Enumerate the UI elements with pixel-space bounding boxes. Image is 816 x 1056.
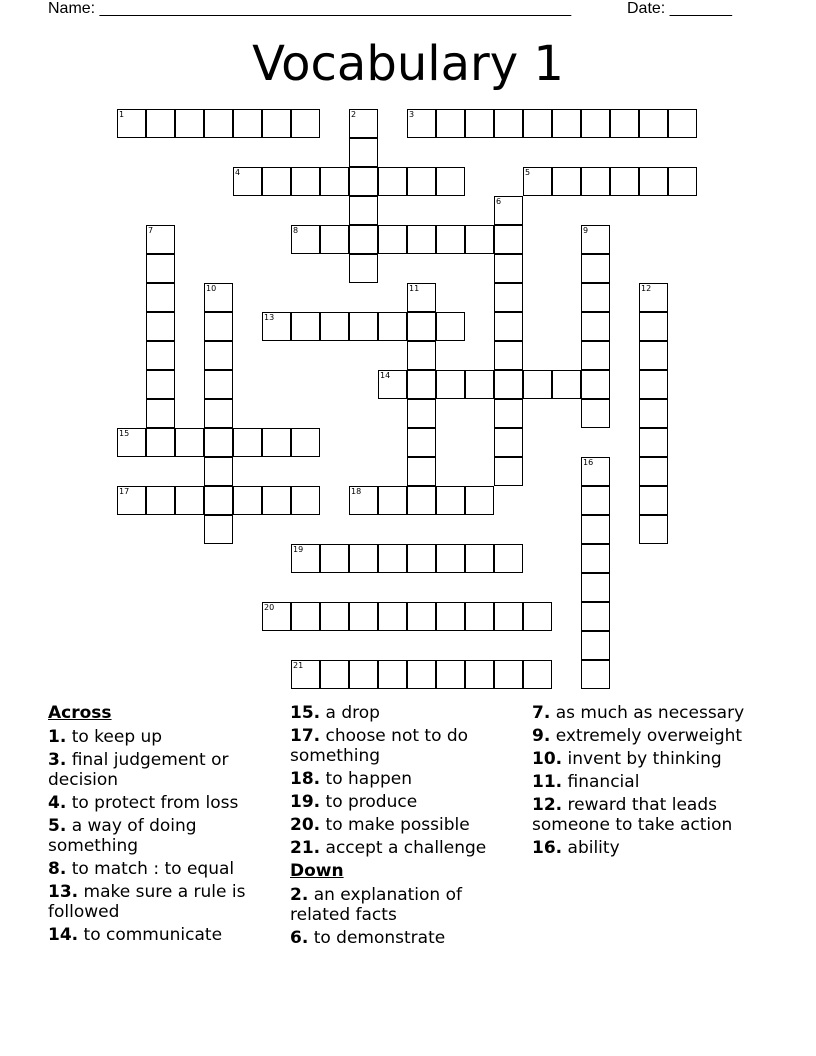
grid-cell[interactable] [146, 109, 175, 138]
grid-cell[interactable] [581, 544, 610, 573]
clue-number: 5 [525, 168, 531, 177]
grid-cell[interactable] [523, 660, 552, 689]
grid-cell[interactable] [407, 660, 436, 689]
grid-cell[interactable] [233, 428, 262, 457]
grid-cell[interactable] [407, 341, 436, 370]
grid-cell[interactable] [494, 660, 523, 689]
grid-cell[interactable] [581, 457, 610, 486]
grid-cell[interactable] [349, 544, 378, 573]
grid-cell[interactable] [146, 312, 175, 341]
grid-cell[interactable] [407, 428, 436, 457]
grid-cell[interactable] [407, 167, 436, 196]
clue-number: 6 [496, 197, 502, 206]
clue-number: 9 [583, 226, 589, 235]
clue-down: 16. ability [532, 838, 620, 858]
grid-cell[interactable] [204, 312, 233, 341]
grid-cell[interactable] [378, 312, 407, 341]
grid-cell[interactable] [494, 370, 523, 399]
grid-cell[interactable] [668, 109, 697, 138]
grid-cell[interactable] [494, 312, 523, 341]
grid-cell[interactable] [146, 428, 175, 457]
clue-down: 12. reward that leads someone to take action [532, 795, 733, 835]
grid-cell[interactable] [639, 486, 668, 515]
grid-cell[interactable] [146, 283, 175, 312]
clue-down: 6. to demonstrate [290, 928, 446, 948]
clue-number: 7 [148, 226, 154, 235]
clue-number: 4 [235, 168, 241, 177]
grid-cell[interactable] [407, 602, 436, 631]
grid-cell[interactable] [436, 660, 465, 689]
clue-number: 20 [264, 603, 275, 612]
grid-cell[interactable] [378, 225, 407, 254]
grid-cell[interactable] [639, 370, 668, 399]
grid-cell[interactable] [523, 370, 552, 399]
grid-cell[interactable] [465, 486, 494, 515]
grid-cell[interactable] [204, 428, 233, 457]
grid-cell[interactable] [349, 312, 378, 341]
grid-cell[interactable] [581, 515, 610, 544]
page-title: Vocabulary 1 [252, 36, 564, 92]
grid-cell[interactable] [610, 109, 639, 138]
name-field: Name: _____________________________________________________ [48, 0, 572, 17]
clue-across: 14. to communicate [48, 925, 223, 945]
grid-cell[interactable] [378, 660, 407, 689]
grid-cell[interactable] [204, 486, 233, 515]
grid-cell[interactable] [233, 109, 262, 138]
grid-cell[interactable] [262, 602, 291, 631]
grid-cell[interactable] [465, 660, 494, 689]
clue-down: 11. financial [532, 772, 640, 792]
grid-cell[interactable] [291, 167, 320, 196]
grid-cell[interactable] [581, 109, 610, 138]
clue-number: 18 [351, 487, 362, 496]
grid-cell[interactable] [523, 602, 552, 631]
clue-number: 1 [119, 110, 125, 119]
grid-cell[interactable] [349, 254, 378, 283]
clue-across: 17. choose not to do something [290, 726, 469, 766]
grid-cell[interactable] [291, 428, 320, 457]
grid-cell[interactable] [436, 225, 465, 254]
grid-cell[interactable] [581, 602, 610, 631]
grid-cell[interactable] [639, 283, 668, 312]
clue-across: 20. to make possible [290, 815, 470, 835]
grid-cell[interactable] [262, 167, 291, 196]
clue-number: 10 [206, 284, 217, 293]
grid-cell[interactable] [494, 544, 523, 573]
grid-cell[interactable] [610, 167, 639, 196]
grid-cell[interactable] [320, 225, 349, 254]
grid-cell[interactable] [378, 544, 407, 573]
clue-across: 19. to produce [290, 792, 418, 812]
grid-cell[interactable] [349, 167, 378, 196]
clue-number: 12 [641, 284, 652, 293]
grid-cell[interactable] [233, 167, 262, 196]
clue-number: 11 [409, 284, 420, 293]
grid-cell[interactable] [581, 283, 610, 312]
grid-cell[interactable] [291, 602, 320, 631]
grid-cell[interactable] [581, 486, 610, 515]
grid-cell[interactable] [349, 660, 378, 689]
clue-across: 4. to protect from loss [48, 793, 239, 813]
clue-number: 3 [409, 110, 415, 119]
grid-cell[interactable] [407, 109, 436, 138]
clues-column-1 [48, 703, 273, 948]
grid-cell[interactable] [581, 573, 610, 602]
grid-cell[interactable] [349, 138, 378, 167]
grid-cell[interactable] [146, 399, 175, 428]
grid-cell[interactable] [465, 109, 494, 138]
grid-cell[interactable] [146, 225, 175, 254]
grid-cell[interactable] [407, 457, 436, 486]
clue-down: 2. an explanation of related facts [290, 885, 462, 925]
grid-cell[interactable] [378, 370, 407, 399]
grid-cell[interactable] [204, 515, 233, 544]
grid-cell[interactable] [320, 602, 349, 631]
grid-cell[interactable] [465, 370, 494, 399]
grid-cell[interactable] [494, 457, 523, 486]
clue-across: 13. make sure a rule is followed [48, 882, 246, 922]
grid-cell[interactable] [552, 370, 581, 399]
clue-across: 1. to keep up [48, 727, 163, 747]
clue-down: 10. invent by thinking [532, 749, 722, 769]
grid-cell[interactable] [146, 341, 175, 370]
grid-cell[interactable] [378, 167, 407, 196]
grid-cell[interactable] [407, 486, 436, 515]
clue-number: 13 [264, 313, 275, 322]
clue-number: 17 [119, 487, 130, 496]
grid-cell[interactable] [320, 312, 349, 341]
grid-cell[interactable] [668, 167, 697, 196]
grid-cell[interactable] [639, 312, 668, 341]
grid-cell[interactable] [639, 167, 668, 196]
grid-cell[interactable] [146, 370, 175, 399]
across-heading: Across [48, 703, 112, 723]
clue-number: 19 [293, 545, 304, 554]
grid-cell[interactable] [320, 167, 349, 196]
grid-cell[interactable] [552, 167, 581, 196]
grid-cell[interactable] [407, 283, 436, 312]
clue-number: 8 [293, 226, 299, 235]
grid-cell[interactable] [465, 544, 494, 573]
grid-cell[interactable] [639, 428, 668, 457]
grid-cell[interactable] [552, 109, 581, 138]
grid-cell[interactable] [262, 109, 291, 138]
grid-cell[interactable] [581, 312, 610, 341]
grid-cell[interactable] [175, 486, 204, 515]
grid-cell[interactable] [465, 225, 494, 254]
grid-cell[interactable] [436, 370, 465, 399]
grid-cell[interactable] [494, 341, 523, 370]
grid-cell[interactable] [291, 109, 320, 138]
grid-cell[interactable] [639, 399, 668, 428]
grid-cell[interactable] [291, 225, 320, 254]
clue-number: 15 [119, 429, 130, 438]
grid-cell[interactable] [639, 109, 668, 138]
grid-cell[interactable] [639, 341, 668, 370]
grid-cell[interactable] [175, 109, 204, 138]
grid-cell[interactable] [146, 486, 175, 515]
grid-cell[interactable] [494, 283, 523, 312]
grid-cell[interactable] [523, 167, 552, 196]
down-heading: Down [290, 861, 344, 881]
grid-cell[interactable] [349, 225, 378, 254]
clue-down: 7. as much as necessary [532, 703, 745, 723]
grid-cell[interactable] [117, 486, 146, 515]
grid-cell[interactable] [320, 544, 349, 573]
grid-cell[interactable] [494, 196, 523, 225]
grid-cell[interactable] [291, 312, 320, 341]
clue-down: 9. extremely overweight [532, 726, 743, 746]
grid-cell[interactable] [581, 399, 610, 428]
date-field: Date: _______ [627, 0, 732, 17]
grid-cell[interactable] [204, 399, 233, 428]
clue-number: 21 [293, 661, 304, 670]
grid-cell[interactable] [581, 660, 610, 689]
grid-cell[interactable] [639, 457, 668, 486]
grid-cell[interactable] [117, 109, 146, 138]
grid-cell[interactable] [581, 254, 610, 283]
grid-cell[interactable] [349, 602, 378, 631]
clue-across: 18. to happen [290, 769, 413, 789]
grid-cell[interactable] [436, 109, 465, 138]
clues-column-2 [290, 703, 515, 951]
grid-cell[interactable] [349, 109, 378, 138]
grid-cell[interactable] [494, 254, 523, 283]
grid-cell[interactable] [291, 660, 320, 689]
grid-cell[interactable] [291, 486, 320, 515]
grid-cell[interactable] [204, 109, 233, 138]
grid-cell[interactable] [146, 254, 175, 283]
grid-cell[interactable] [291, 544, 320, 573]
grid-cell[interactable] [436, 167, 465, 196]
grid-cell[interactable] [581, 631, 610, 660]
grid-cell[interactable] [349, 486, 378, 515]
clues-column-3 [532, 703, 772, 861]
clue-number: 14 [380, 371, 391, 380]
grid-cell[interactable] [262, 312, 291, 341]
grid-cell[interactable] [378, 602, 407, 631]
grid-cell[interactable] [262, 486, 291, 515]
clue-across: 3. final judgement or decision [48, 750, 229, 790]
grid-cell[interactable] [407, 312, 436, 341]
grid-cell[interactable] [494, 109, 523, 138]
grid-cell[interactable] [378, 486, 407, 515]
grid-cell[interactable] [204, 457, 233, 486]
clue-across: 5. a way of doing something [48, 816, 197, 856]
grid-cell[interactable] [494, 399, 523, 428]
grid-cell[interactable] [523, 109, 552, 138]
grid-cell[interactable] [581, 225, 610, 254]
grid-cell[interactable] [494, 225, 523, 254]
grid-cell[interactable] [494, 602, 523, 631]
grid-cell[interactable] [407, 399, 436, 428]
grid-cell[interactable] [204, 370, 233, 399]
grid-cell[interactable] [581, 370, 610, 399]
grid-cell[interactable] [639, 515, 668, 544]
clue-number: 16 [583, 458, 594, 467]
grid-cell[interactable] [262, 428, 291, 457]
grid-cell[interactable] [581, 341, 610, 370]
grid-cell[interactable] [117, 428, 146, 457]
grid-cell[interactable] [436, 486, 465, 515]
clue-across: 8. to match : to equal [48, 859, 235, 879]
grid-cell[interactable] [494, 428, 523, 457]
grid-cell[interactable] [233, 486, 262, 515]
grid-cell[interactable] [407, 370, 436, 399]
grid-cell[interactable] [204, 283, 233, 312]
grid-cell[interactable] [349, 196, 378, 225]
grid-cell[interactable] [407, 544, 436, 573]
grid-cell[interactable] [465, 602, 494, 631]
grid-cell[interactable] [320, 660, 349, 689]
grid-cell[interactable] [436, 602, 465, 631]
grid-cell[interactable] [436, 544, 465, 573]
clue-across: 15. a drop [290, 703, 380, 723]
clue-number: 2 [351, 110, 357, 119]
grid-cell[interactable] [175, 428, 204, 457]
grid-cell[interactable] [581, 167, 610, 196]
grid-cell[interactable] [407, 225, 436, 254]
clue-across: 21. accept a challenge [290, 838, 487, 858]
grid-cell[interactable] [204, 341, 233, 370]
grid-cell[interactable] [436, 312, 465, 341]
